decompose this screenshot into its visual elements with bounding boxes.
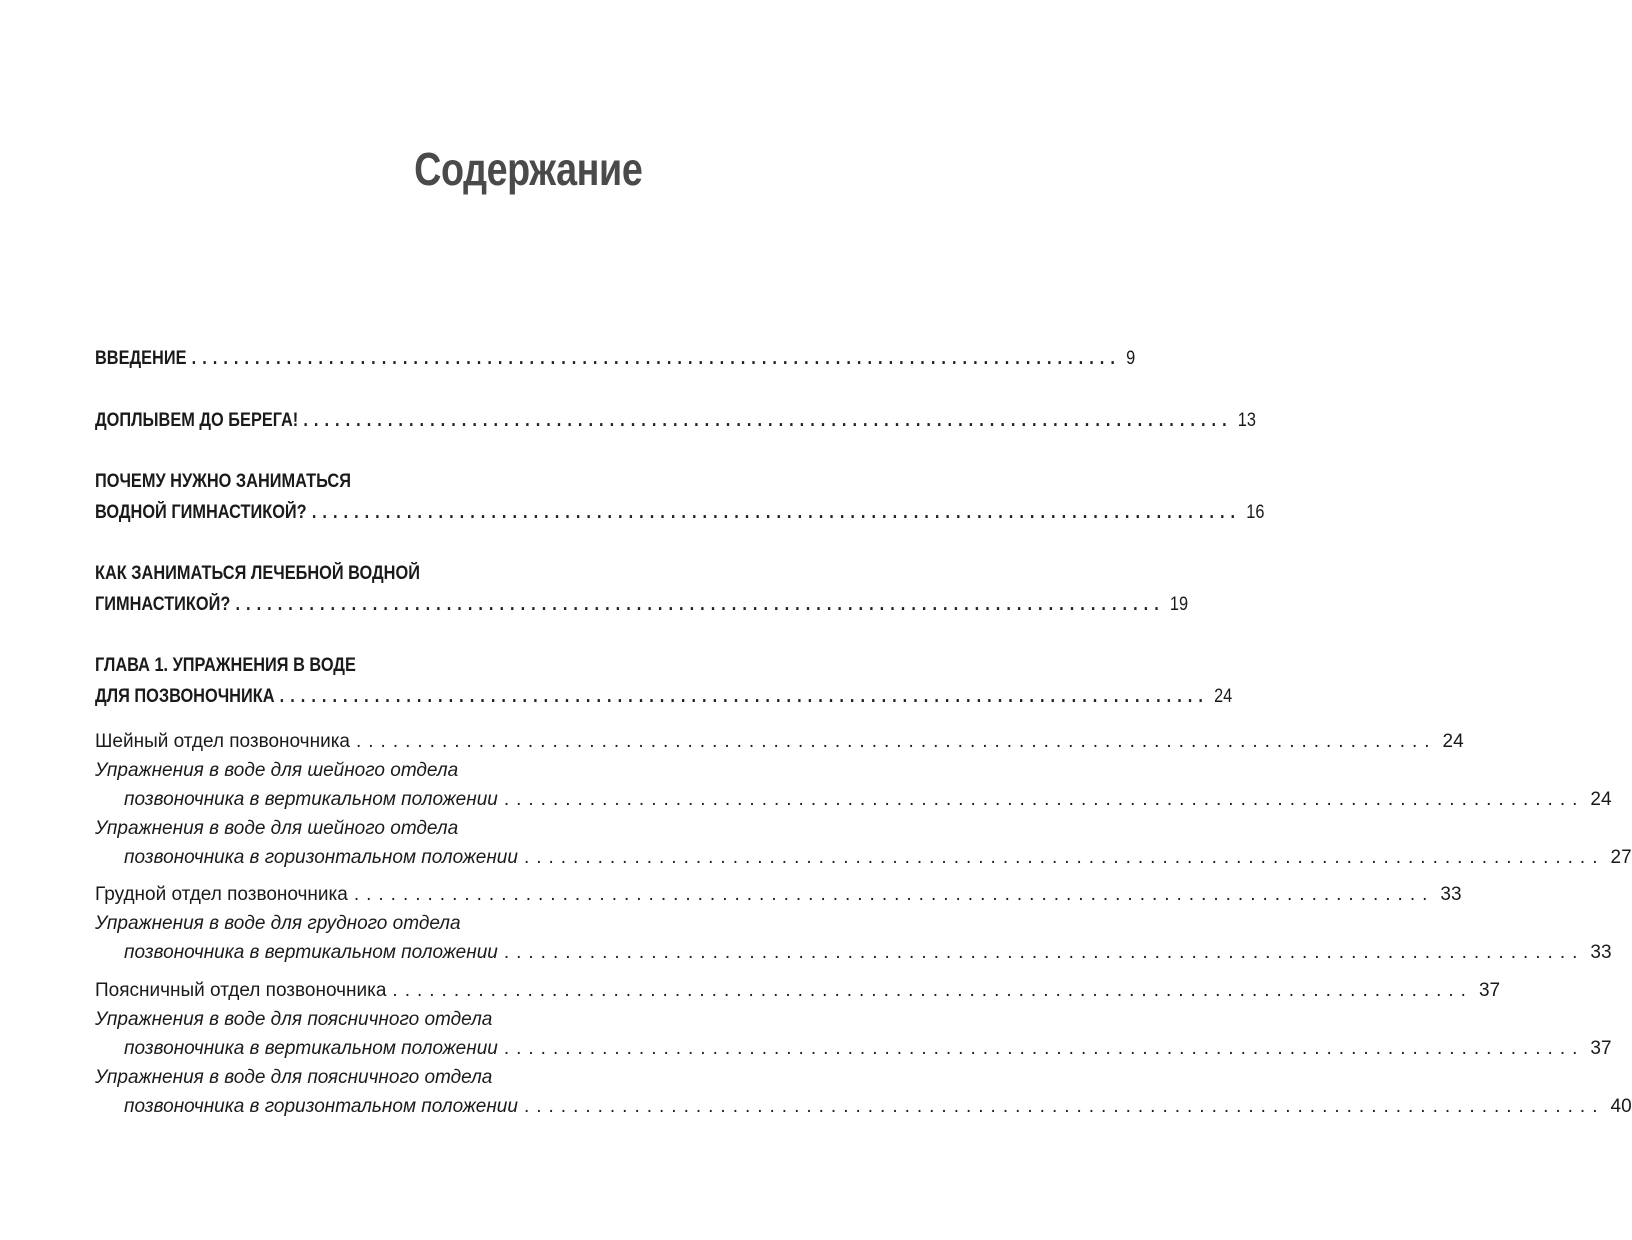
toc-entry-thoracic-vertical[interactable] bbox=[124, 942, 1612, 972]
toc-page-number: 13 bbox=[1237, 410, 1256, 431]
toc-entry-title-line1: ПОЧЕМУ НУЖНО ЗАНИМАТЬСЯ bbox=[95, 471, 351, 492]
toc-page-number: 24 bbox=[1442, 731, 1464, 752]
toc-entry-lumbar[interactable] bbox=[95, 980, 1501, 1010]
page-title: Содержание bbox=[413, 143, 642, 195]
toc-entry-why-exercise[interactable] bbox=[95, 502, 1265, 532]
toc-entry-cervical-vertical[interactable] bbox=[124, 789, 1612, 819]
dot-leader: ........................................................................................ bbox=[353, 884, 1435, 905]
toc-entry-title: ДОПЛЫВЕМ ДО БЕРЕГА! bbox=[95, 410, 299, 431]
toc-entry-how-to-exercise[interactable] bbox=[95, 594, 1189, 624]
toc-entry-title: позвоночника в вертикальном положении bbox=[124, 789, 498, 810]
toc-entry-title: ДЛЯ ПОЗВОНОЧНИКА bbox=[95, 686, 275, 707]
toc-page-number: 40 bbox=[1610, 1096, 1632, 1117]
dot-leader: ........................................................................................ bbox=[311, 502, 1242, 523]
dot-leader: ........................................................................................ bbox=[503, 942, 1585, 963]
toc-entry-cervical[interactable] bbox=[95, 731, 1464, 761]
toc-entry-title-line1: КАК ЗАНИМАТЬСЯ ЛЕЧЕБНОЙ ВОДНОЙ bbox=[95, 563, 420, 584]
toc-entry-title-line1: Упражнения в воде для поясничного отдела bbox=[95, 1009, 493, 1030]
dot-leader: ........................................................................................ bbox=[191, 348, 1121, 369]
toc-entry-title-line1: Упражнения в воде для шейного отдела bbox=[95, 818, 459, 839]
dot-leader: ........................................................................................ bbox=[503, 1038, 1585, 1059]
dot-leader: ........................................................................................ bbox=[235, 594, 1165, 615]
toc-entry-lumbar-horizontal[interactable] bbox=[124, 1096, 1632, 1126]
toc-entry-chapter-1[interactable] bbox=[95, 686, 1233, 716]
toc-page-number: 9 bbox=[1126, 348, 1136, 369]
toc-entry-introduction[interactable] bbox=[95, 348, 1136, 378]
dot-leader: ........................................................................................ bbox=[503, 789, 1585, 810]
toc-entry-swim-to-shore[interactable] bbox=[95, 410, 1256, 440]
toc-entry-title: Грудной отдел позвоночника bbox=[95, 884, 348, 905]
toc-entry-title: Поясничный отдел позвоночника bbox=[95, 980, 387, 1001]
toc-entry-title: позвоночника в горизонтальном положении bbox=[124, 847, 518, 868]
toc-page-number: 19 bbox=[1169, 594, 1189, 615]
dot-leader: ........................................................................................ bbox=[523, 1096, 1605, 1117]
dot-leader: ........................................................................................ bbox=[523, 847, 1605, 868]
toc-entry-title: Шейный отдел позвоночника bbox=[95, 731, 350, 752]
toc-entry-title-line1: ГЛАВА 1. УПРАЖНЕНИЯ В ВОДЕ bbox=[95, 655, 356, 676]
toc-entry-lumbar-vertical[interactable] bbox=[124, 1038, 1612, 1068]
toc-entry-title: ВОДНОЙ ГИМНАСТИКОЙ? bbox=[95, 502, 307, 523]
toc-page-number: 16 bbox=[1246, 502, 1265, 523]
toc-entry-cervical-horizontal[interactable] bbox=[124, 847, 1632, 877]
dot-leader: ........................................................................................ bbox=[392, 980, 1473, 1001]
toc-page-number: 33 bbox=[1590, 942, 1612, 963]
toc-page-number: 37 bbox=[1478, 980, 1501, 1001]
toc-entry-title: позвоночника в горизонтальном положении bbox=[124, 1096, 518, 1117]
toc-entry-title-line1: Упражнения в воде для поясничного отдела bbox=[95, 1067, 493, 1088]
toc-page-number: 27 bbox=[1610, 847, 1632, 868]
dot-leader: ........................................................................................ bbox=[303, 410, 1233, 431]
dot-leader: ........................................................................................ bbox=[279, 686, 1209, 707]
toc-page-number: 37 bbox=[1590, 1038, 1612, 1059]
toc-page-number: 24 bbox=[1590, 789, 1612, 810]
toc-entry-title: позвоночника в вертикальном положении bbox=[124, 942, 498, 963]
toc-entry-title: позвоночника в вертикальном положении bbox=[124, 1038, 498, 1059]
toc-entry-title: ГИМНАСТИКОЙ? bbox=[95, 594, 231, 615]
dot-leader: ........................................................................................ bbox=[356, 731, 1437, 752]
toc-entry-thoracic[interactable] bbox=[95, 884, 1462, 914]
toc-page-number: 33 bbox=[1440, 884, 1462, 905]
toc-entry-title: ВВЕДЕНИЕ bbox=[95, 348, 187, 369]
toc-entry-title-line1: Упражнения в воде для грудного отдела bbox=[95, 913, 461, 934]
toc-entry-title-line1: Упражнения в воде для шейного отдела bbox=[95, 760, 459, 781]
toc-page-number: 24 bbox=[1214, 686, 1233, 707]
